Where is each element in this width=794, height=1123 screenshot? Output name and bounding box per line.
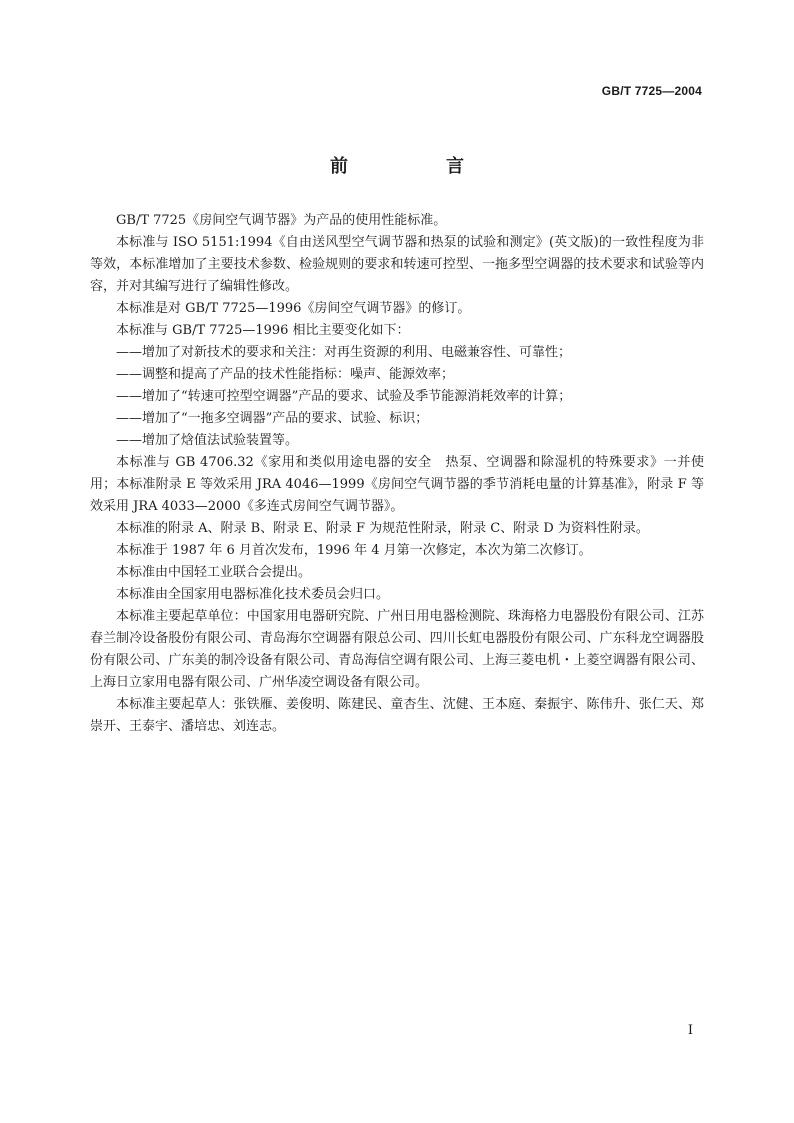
paragraph-proposer: 本标准由中国轻工业联合会提出。 bbox=[116, 565, 312, 580]
paragraph-revision: 本标准是对 GB/T 7725—1996《房间空气调节器》的修订。 bbox=[116, 301, 471, 316]
paragraph-changes-intro: 本标准与 GB/T 7725—1996 相比主要变化如下： bbox=[116, 323, 410, 338]
change-item-enthalpy: ——增加了焓值法试验装置等。 bbox=[116, 433, 299, 448]
change-item-performance: ——调整和提高了产品的技术性能指标：噪声、能源效率； bbox=[116, 367, 455, 382]
page-title: 前 言 bbox=[330, 156, 504, 177]
page-number: I bbox=[687, 1023, 693, 1038]
paragraph-related-standards: 本标准与 GB 4706.32《家用和类似用途电器的安全 热泵、空调器和除湿机的特殊要求》一并使用；本标准附录 E 等效采用 JRA 4046—1999《房间空气调节器的季节消耗电量的计算基准》，附录 F 等效采用 JRA 4033—2000《多连式房间空气调节器》。 bbox=[90, 455, 704, 514]
change-item-new-tech: ——增加了对新技术的要求和关注：对再生资源的利用、电磁兼容性、可靠性； bbox=[116, 345, 572, 360]
paragraph-iso-relation: 本标准与 ISO 5151:1994《自由送风型空气调节器和热泵的试验和测定》(英文版)的一致性程度为非等效，本标准增加了主要技术参数、检验规则的要求和转速可控型、一拖多型空调器的技术要求和试验等内容，并对其编写进行了编辑性修改。 bbox=[90, 235, 704, 294]
foreword-body bbox=[90, 210, 704, 738]
paragraph-committee: 本标准由全国家用电器标准化技术委员会归口。 bbox=[116, 587, 390, 602]
standard-code: GB/T 7725—2004 bbox=[601, 84, 702, 98]
paragraph-drafting-units: 本标准主要起草单位：中国家用电器研究院、广州日用电器检测院、珠海格力电器股份有限公司、江苏春兰制冷设备股份有限公司、青岛海尔空调器有限总公司、四川长虹电器股份有限公司、广东科龙空调器股份有限公司、广东美的制冷设备有限公司、青岛海信空调有限公司、上海三菱电机・上菱空调器有限公司、上海日立家用电器有限公司、广州华凌空调设备有限公司。 bbox=[90, 609, 704, 690]
change-item-multi-split: ——增加了“一拖多空调器”产品的要求、试验、标识； bbox=[116, 411, 429, 426]
paragraph-history: 本标准于 1987 年 6 月首次发布，1996 年 4 月第一次修定，本次为第二次修订。 bbox=[116, 543, 592, 558]
paragraph-scope: GB/T 7725《房间空气调节器》为产品的使用性能标准。 bbox=[116, 213, 447, 228]
paragraph-drafters: 本标准主要起草人：张铁雁、姜俊明、陈建民、童杏生、沈健、王本庭、秦振宇、陈伟升、张仁天、郑崇开、王泰宇、潘培忠、刘连志。 bbox=[90, 697, 704, 734]
change-item-variable-speed: ——增加了“转速可控型空调器”产品的要求、试验及季节能源消耗效率的计算； bbox=[116, 389, 572, 404]
paragraph-annexes: 本标准的附录 A、附录 B、附录 E、附录 F 为规范性附录，附录 C、附录 D 为资料性附录。 bbox=[116, 521, 649, 536]
